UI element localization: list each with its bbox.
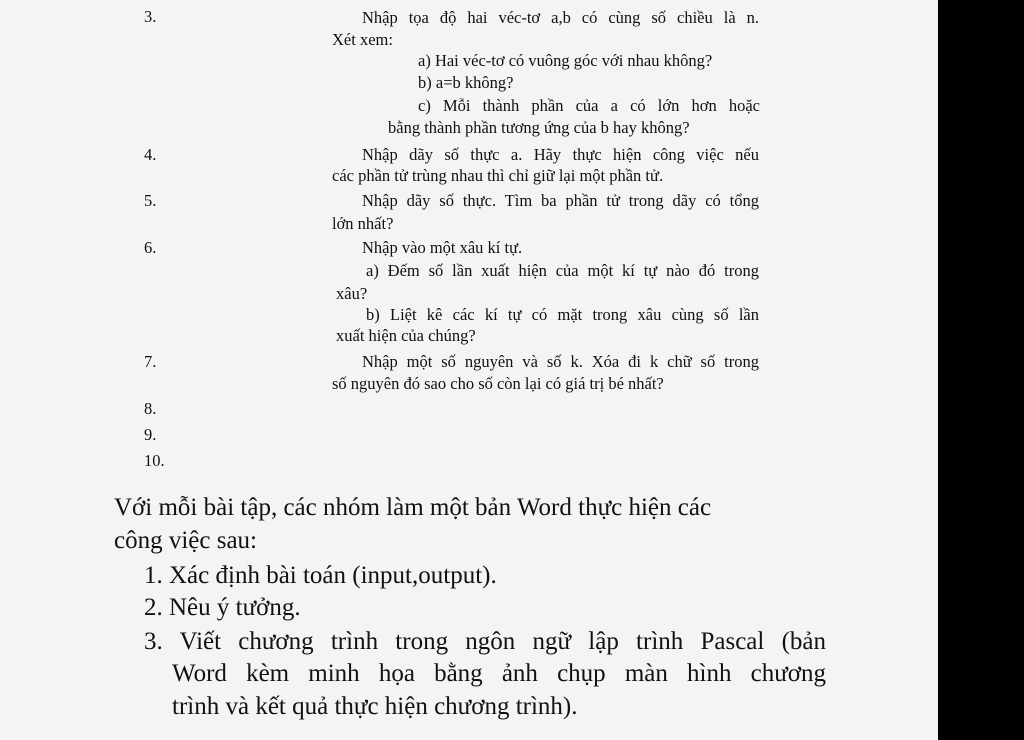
exercise-6-number: 6. [144,238,157,257]
instruction-item-2: 2. Nêu ý tưởng. [144,594,301,621]
exercise-6b: xuất hiện của chúng? [336,326,476,345]
exercise-3b: b) a=b không? [418,73,514,92]
exercise-7-text: số nguyên đó sao cho số còn lại có giá trị bé nhất? [332,374,664,393]
exercise-3c: bằng thành phần tương ứng của b hay không? [388,118,690,137]
exercise-3c: c) Mỗi thành phần của a có lớn hơn hoặc [418,96,760,115]
exercise-4-text: Nhập dãy số thực a. Hãy thực hiện công việc nếu [362,145,759,164]
exercise-6a: xâu? [336,284,368,303]
exercise-5-number: 5. [144,191,157,210]
exercise-9-number: 9. [144,425,157,444]
exercise-10-number: 10. [144,451,165,470]
exercise-4-text: các phần tử trùng nhau thì chỉ giữ lại một phần tử. [332,166,664,185]
instructions-text: công việc sau: [114,527,258,554]
exercise-3-text: Xét xem: [332,30,393,49]
instruction-item-3: trình và kết quả thực hiện chương trình). [172,693,578,720]
exercise-5-text: Nhập dãy số thực. Tìm ba phần tử trong dãy có tổng [362,191,759,210]
exercise-3-number: 3. [144,7,157,26]
instruction-item-3: Word kèm minh họa bằng ảnh chụp màn hình chương [172,660,826,687]
exercise-6-text: Nhập vào một xâu kí tự. [362,238,523,257]
exercise-4-number: 4. [144,145,157,164]
instruction-item-1: 1. Xác định bài toán (input,output). [144,562,497,589]
exercise-7-number: 7. [144,352,157,371]
instructions-text: Với mỗi bài tập, các nhóm làm một bản Word thực hiện các [114,494,712,521]
exercise-5-text: lớn nhất? [332,214,394,233]
exercise-7-text: Nhập một số nguyên và số k. Xóa đi k chữ số trong [362,352,759,371]
exercise-6b: b) Liệt kê các kí tự có mặt trong xâu cùng số lần [366,305,759,324]
exercise-3a: a) Hai véc-tơ có vuông góc với nhau không? [418,51,713,70]
exercise-3-text: Nhập tọa độ hai véc-tơ a,b có cùng số chiều là n. [362,8,759,27]
exercise-8-number: 8. [144,399,157,418]
exercise-6a: a) Đếm số lần xuất hiện của một kí tự nào đó trong [366,261,759,280]
instruction-item-3: 3. Viết chương trình trong ngôn ngữ lập trình Pascal (bản [144,628,826,655]
